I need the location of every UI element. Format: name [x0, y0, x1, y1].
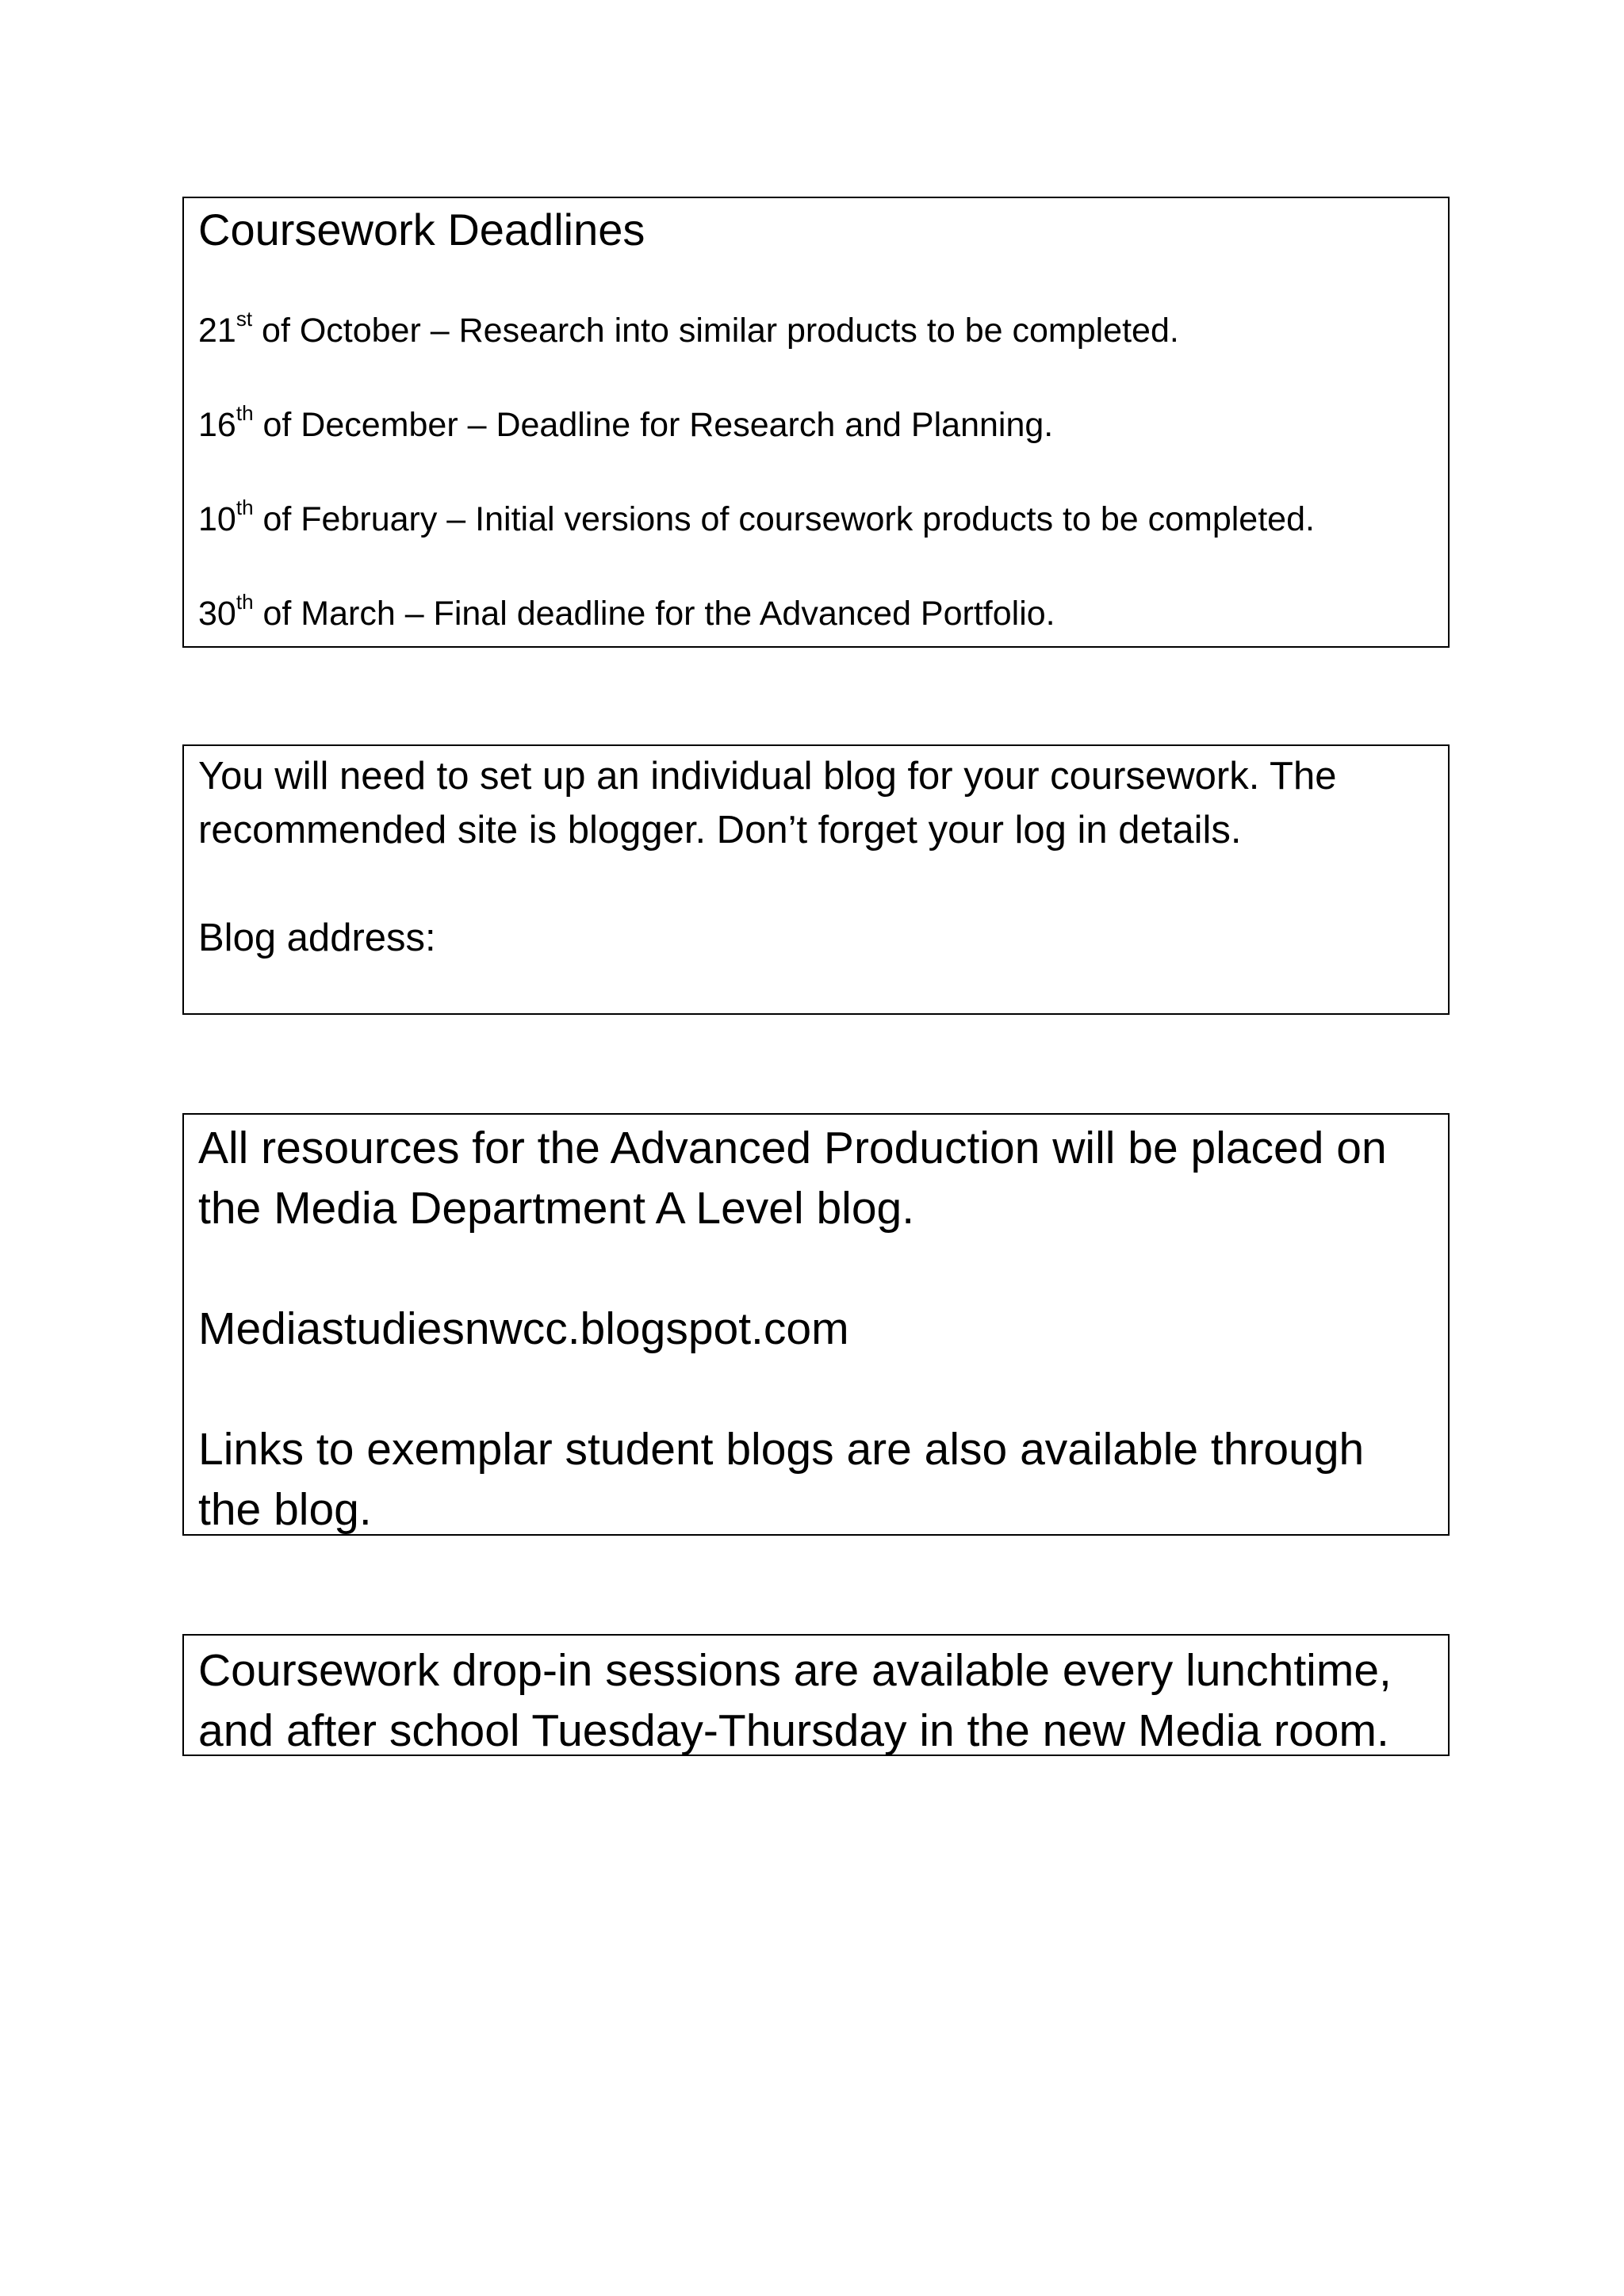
- deadline-text: of December – Deadline for Research and Planning.: [253, 406, 1054, 444]
- deadline-text: of October – Research into similar products to be completed.: [252, 312, 1179, 350]
- blog-setup-box: [182, 744, 1450, 1015]
- deadline-ordinal: th: [236, 496, 254, 519]
- deadline-ordinal: st: [236, 307, 253, 331]
- resources-box: [182, 1113, 1450, 1536]
- deadline-ordinal: th: [236, 401, 254, 425]
- dropin-sessions-box: [182, 1634, 1450, 1756]
- deadline-item: [198, 307, 1434, 350]
- dropin-sessions-text: Coursework drop-in sessions are available every lunchtime, and after school Tuesday-Thursday in the new Media room.: [198, 1645, 1392, 1756]
- deadline-day: 10: [198, 500, 236, 538]
- deadline-item: [198, 590, 1434, 633]
- deadline-item: [198, 496, 1434, 538]
- resources-blog-url: Mediastudiesnwcc.blogspot.com: [198, 1303, 849, 1354]
- deadline-ordinal: th: [236, 590, 254, 614]
- deadline-day: 16: [198, 406, 236, 444]
- deadline-day: 21: [198, 312, 236, 350]
- deadline-text: of February – Initial versions of coursework products to be completed.: [253, 500, 1315, 538]
- blog-instructions: You will need to set up an individual blog for your coursework. The recommended site is blogger. Don’t forget your log in details.: [198, 755, 1337, 851]
- blog-address-label: Blog address:: [198, 916, 436, 959]
- deadline-text: of March – Final deadline for the Advanced Portfolio.: [253, 595, 1055, 633]
- deadlines-box: [182, 197, 1450, 648]
- resources-intro: All resources for the Advanced Production will be placed on the Media Department A Level blog.: [198, 1123, 1387, 1234]
- resources-links-note: Links to exemplar student blogs are also available through the blog.: [198, 1424, 1365, 1535]
- deadline-item: [198, 401, 1434, 444]
- deadline-day: 30: [198, 595, 236, 633]
- deadlines-title: Coursework Deadlines: [198, 205, 645, 254]
